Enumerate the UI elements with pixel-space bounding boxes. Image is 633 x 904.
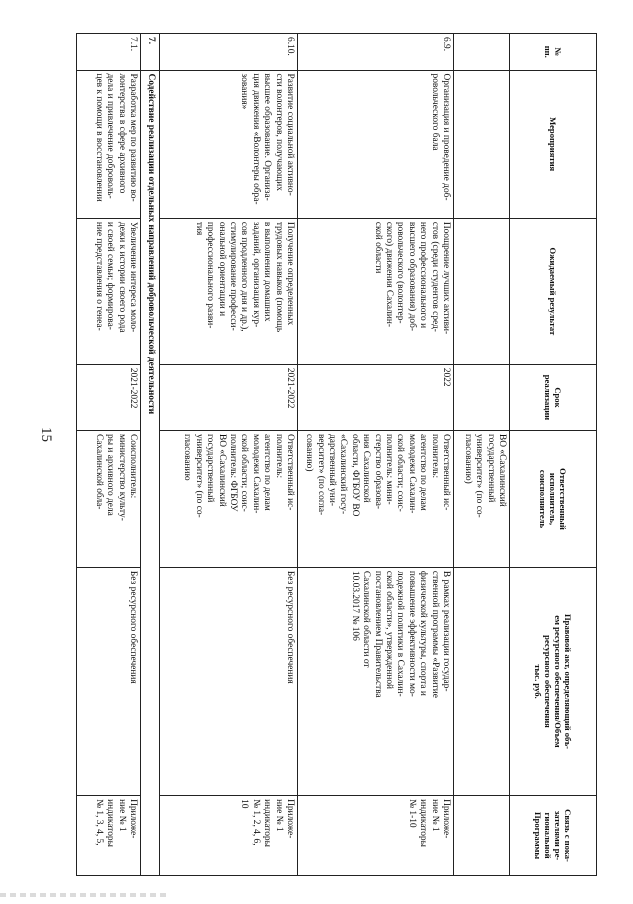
row-term: 2021-2022 <box>77 364 141 430</box>
page-number: 15 <box>38 427 54 442</box>
table-row <box>77 34 141 876</box>
row-link: Приложе- ние № 1 индикаторы № 1, 3, 4, 5, <box>77 796 141 876</box>
plan-table <box>76 33 597 876</box>
table-row <box>160 34 298 876</box>
row-legal: В рамках реализации государ- ственной программы «Развитие физической культуры, спорта и повышение эффективности мо- лодежной политики в Сахалин- ской области», утвержденной постановлением Правительства Сахалинской области от 10.03.2017 № 106 <box>298 567 454 795</box>
table-header-row <box>510 34 597 876</box>
row-term <box>454 364 510 430</box>
header-responsible: Ответственный исполнитель, соисполнитель <box>510 431 597 568</box>
scan-artifact <box>0 893 170 897</box>
row-result: Увеличение интереса моло- дежи к истории своего рода и своей семьи; формирова- ние представления о генеа- <box>77 218 141 364</box>
row-responsible: ВО «Сахалинский государственный университет» (по со- гласованию) <box>454 431 510 568</box>
row-responsible: Соисполнитель: министерство культу- ры и архивного дела Сахалинской обла- <box>77 431 141 568</box>
row-legal <box>454 567 510 795</box>
row-num: 7.1. <box>77 34 141 71</box>
row-link <box>454 796 510 876</box>
row-result <box>454 218 510 364</box>
row-num: 6.9. <box>298 34 454 71</box>
row-legal: Без ресурсного обеспечения <box>77 567 141 795</box>
row-event: Разработка мер по развитию во- лонтерства в сфере архивного дела и привлечение доброволь- цев к помощи в восстановлении <box>77 70 141 218</box>
row-link: Приложе- ние № 1 индикаторы № 1, 2, 4, 6, 10 <box>160 796 298 876</box>
row-term: 2022 <box>298 364 454 430</box>
table-row <box>454 34 510 876</box>
rotated-table-container <box>76 33 597 876</box>
header-link: Связь с пока- зателями ре- гиональной Программы <box>510 796 597 876</box>
row-responsible: Ответственный ис- полнитель: агентство по делам молодежи Сахалин- ской области; соис- полнитель: мини- стерство образова- ния Сахалинской области, ФГБОУ ВО «Сахалинский госу- дарственный уни- верситет» (по согла- сованию) <box>298 431 454 568</box>
header-legal: Правовой акт, определяющий объ- ем ресурсного обеспечения/Объем ресурсного обеспечения тыс. руб. <box>510 567 597 795</box>
header-result: Ожидаемый результат <box>510 218 597 364</box>
header-term: Срок реализации <box>510 364 597 430</box>
section-title: Содействие реализации отдельных направлений добровольческой деятельности <box>141 70 160 876</box>
section-num: 7. <box>141 34 160 71</box>
row-link: Приложе- ние № 1 индикаторы № 1-10 <box>298 796 454 876</box>
row-result: Поощрение лучших активи- стов (среди студентов сред- него профессионального и высшего образования) доб- ровольческого (волонтер- ского) движения Сахалин- ской области <box>298 218 454 364</box>
row-num: 6.10. <box>160 34 298 71</box>
header-event: Мероприятия <box>510 70 597 218</box>
row-result: Получение определенных трудовых навыков (помощь в выполнении домашних заданий, организация кур- сов продленного дня и др.), стимулирование професси- ональной ориентации и профессионального разви- тия <box>160 218 298 364</box>
header-num: № пп. <box>510 34 597 71</box>
row-responsible: Ответственный ис- полнитель: агентство по делам молодежи Сахалин- ской области; соис- полнитель: ФГБОУ ВО «Сахалинский государственный университет» (по со- гласованию <box>160 431 298 568</box>
row-event: Организация и проведение доб- ровольческого бала <box>298 70 454 218</box>
row-term: 2021-2022 <box>160 364 298 430</box>
row-event: Развитие социальной активно- сти волонтеров, получающих высшее образование. Организа- ция движения «Волонтеры обра- зования» <box>160 70 298 218</box>
row-event <box>454 70 510 218</box>
section-row <box>141 34 160 876</box>
table-row <box>298 34 454 876</box>
row-num <box>454 34 510 71</box>
row-legal: Без ресурсного обеспечения <box>160 567 298 795</box>
